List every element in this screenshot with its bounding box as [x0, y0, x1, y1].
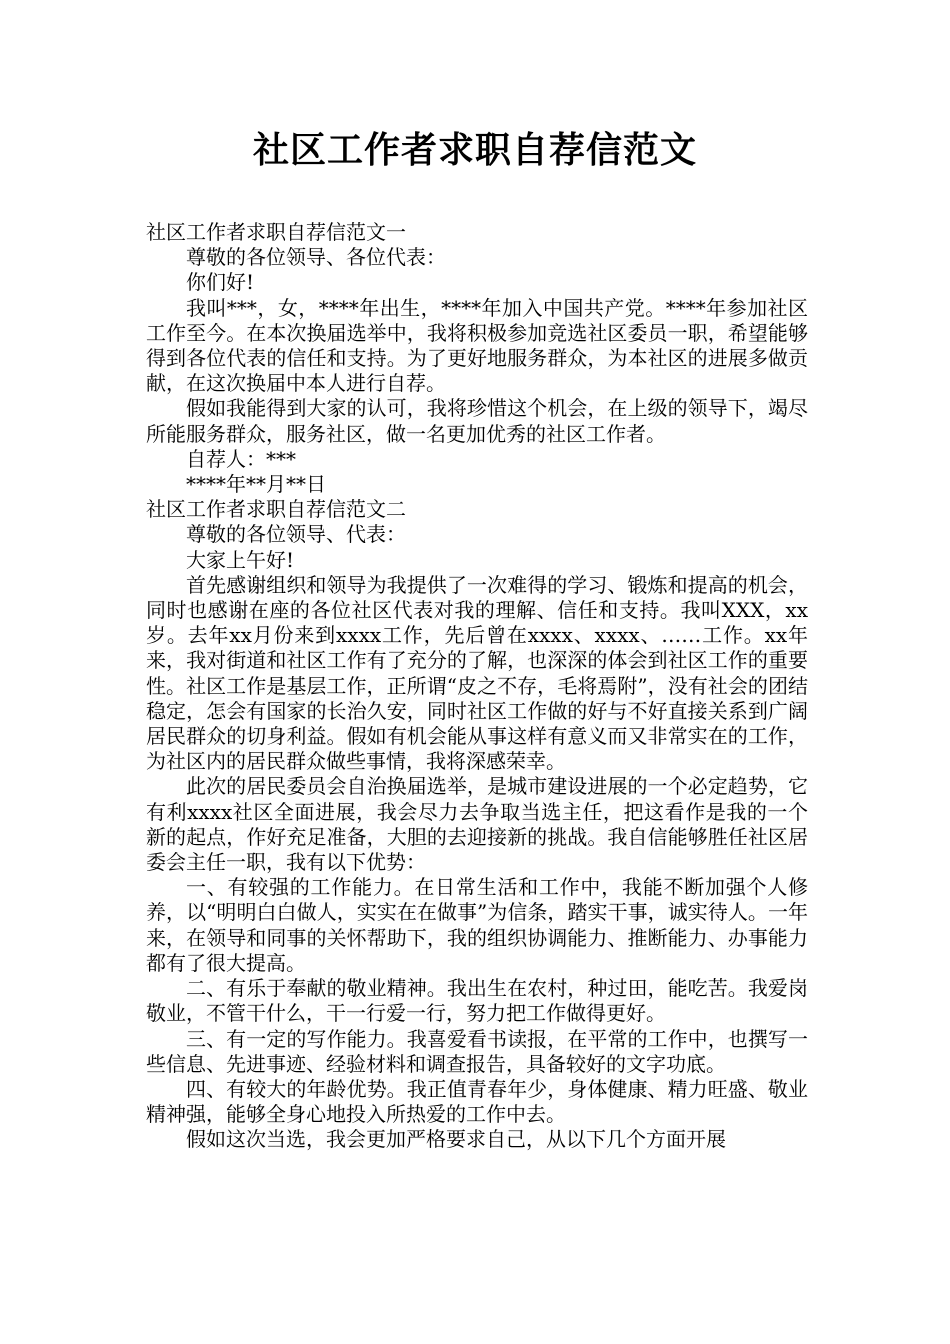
date-line: ****年**月**日: [186, 472, 326, 497]
section-heading: 社区工作者求职自荐信范文一: [146, 220, 406, 244]
greeting: 你们好!: [186, 270, 255, 295]
paragraph: 四、有较大的年龄优势。我正值青春年少，身体健康、精力旺盛、敬业精神强，能够全身心地投入所热爱的工作中去。: [146, 1076, 808, 1127]
salutation: 尊敬的各位领导、代表：: [186, 522, 406, 547]
section-heading: 社区工作者求职自荐信范文二: [146, 497, 406, 522]
greeting: 大家上午好!: [186, 547, 295, 572]
paragraph: 此次的居民委员会自治换届选举，是城市建设进展的一个必定趋势，它有利xxxx社区全面进展，我会尽力去争取当选主任，把这看作是我的一个新的起点，作好充足准备，大胆的去迎接新的挑战。我自信能够胜任社区居委会主任一职，我有以下优势：: [146, 774, 808, 875]
salutation: 尊敬的各位领导、各位代表：: [186, 245, 446, 270]
paragraph: 二、有乐于奉献的敬业精神。我出生在农村，种过田，能吃苦。我爱岗敬业，不管干什么，干一行爱一行，努力把工作做得更好。: [146, 976, 808, 1026]
paragraph: 假如这次当选，我会更加严格要求自己，从以下几个方面开展: [186, 1127, 726, 1152]
paragraph: 一、有较强的工作能力。在日常生活和工作中，我能不断加强个人修养，以“明明白白做人，实实在在做事”为信条，踏实干事，诚实待人。一年来，在领导和同事的关怀帮助下，我的组织协调能力、推断能力、办事能力都有了很大提高。: [146, 875, 808, 975]
paragraph: 我叫***，女，****年出生，****年加入中国共产党。****年参加社区工作至今。在本次换届选举中，我将积极参加竞选社区委员一职，希望能够得到各位代表的信任和支持。为了更好地服务群众，为本社区的进展多做贡献，在这次换届中本人进行自荐。: [146, 295, 808, 396]
document-body: [146, 220, 808, 1153]
paragraph: 假如我能得到大家的认可，我将珍惜这个机会，在上级的领导下，竭尽所能服务群众，服务社区，做一名更加优秀的社区工作者。: [146, 396, 808, 446]
paragraph: 三、有一定的写作能力。我喜爱看书读报，在平常的工作中，也撰写一些信息、先进事迹、经验材料和调查报告，具备较好的文字功底。: [146, 1026, 808, 1076]
document-title: 社区工作者求职自荐信范文: [252, 130, 697, 171]
paragraph: 首先感谢组织和领导为我提供了一次难得的学习、锻炼和提高的机会，同时也感谢在座的各位社区代表对我的理解、信任和支持。我叫XXX，xx岁。去年xx月份来到xxxx工作，先后曾在xxxx、xxxx、……工作。xx年来，我对街道和社区工作有了充分的了解，也深深的体会到社区工作的重要性。社区工作是基层工作，正所谓“皮之不存，毛将焉附”，没有社会的团结稳定，怎会有国家的长治久安，同时社区工作做的好与不好直接关系到广阔居民群众的切身利益。假如有机会能从事这样有意义而又非常实在的工作，为社区内的居民群众做些事情，我将深感荣幸。: [146, 572, 808, 774]
signature-line: 自荐人：***: [186, 446, 296, 471]
